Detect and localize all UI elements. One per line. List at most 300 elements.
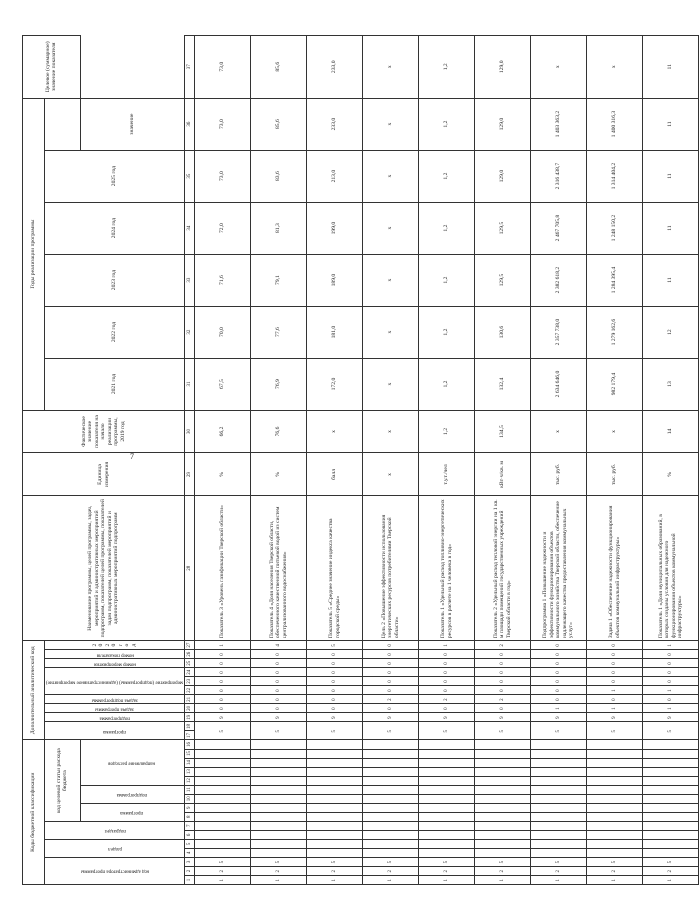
additional-code-cell: 0: [531, 641, 587, 650]
additional-code-cell: 9: [251, 713, 307, 722]
budget-code-cell: [195, 758, 251, 767]
budget-code-cell: [363, 758, 419, 767]
admin-code-cell: 2: [307, 866, 363, 875]
year-value-cell: 1 284 395,4: [587, 254, 643, 306]
additional-code-cell: 0: [475, 686, 531, 695]
column-number-cell: 17: [185, 731, 195, 740]
year-value-cell: 2 316 438,7: [531, 150, 587, 202]
budget-code-cell: [643, 767, 699, 776]
target-value-cell: 233,0: [307, 36, 363, 99]
additional-code-cell: 0: [643, 695, 699, 704]
add-measure-header: мероприятие (подпрограммы) (административное мероприятие): [45, 668, 185, 695]
column-number-cell: 9: [185, 803, 195, 812]
budget-code-cell: [307, 848, 363, 857]
additional-code-cell: 0: [475, 677, 531, 686]
admin-code-cell: 2: [475, 866, 531, 875]
budget-class-header: Коды бюджетной классификации: [23, 740, 45, 885]
column-number-cell: 28: [185, 496, 195, 641]
additional-code-cell: 0: [475, 704, 531, 713]
target-value-header: значение: [80, 98, 184, 150]
budget-code-cell: [419, 794, 475, 803]
add-task-sub-header: задача подпрограммы: [45, 695, 185, 704]
additional-code-cell: 9: [307, 713, 363, 722]
budget-code-cell: [587, 848, 643, 857]
budget-code-cell: [643, 812, 699, 821]
budget-code-cell: [363, 803, 419, 812]
base-value-cell: х: [587, 410, 643, 453]
budget-code-cell: [587, 794, 643, 803]
admin-code-cell: 2: [419, 866, 475, 875]
budget-code-cell: [307, 758, 363, 767]
year-value-cell: 129,5: [475, 254, 531, 306]
column-number-cell: 36: [185, 98, 195, 150]
budget-code-cell: [363, 821, 419, 830]
unit-cell: %: [195, 453, 251, 496]
target-value-cell: х: [531, 36, 587, 99]
column-number-cell: 15: [185, 749, 195, 758]
year-value-cell: 2 382 618,2: [531, 254, 587, 306]
budget-code-cell: [531, 776, 587, 785]
additional-code-cell: 0: [531, 695, 587, 704]
admin-code-cell: 5: [363, 857, 419, 866]
additional-code-cell: 0: [475, 659, 531, 668]
admin-code-cell: 5: [587, 857, 643, 866]
budget-code-cell: [307, 830, 363, 839]
budget-code-cell: [419, 839, 475, 848]
year-2023-header: 2023 год: [45, 254, 185, 306]
additional-code-cell: 0: [531, 668, 587, 677]
budget-code-cell: [531, 821, 587, 830]
base-value-cell: х: [363, 410, 419, 453]
additional-code-cell: 5: [419, 722, 475, 740]
budget-code-cell: [363, 749, 419, 758]
year-value-cell: 130,6: [475, 306, 531, 358]
item-name-cell: Показатель 3 «Уровень газификации Тверской области»: [195, 496, 251, 641]
column-number-cell: 19: [185, 713, 195, 722]
budget-code-cell: [363, 740, 419, 749]
additional-code-cell: 0: [475, 650, 531, 659]
budget-code-cell: [643, 848, 699, 857]
column-number-cell: 2: [185, 866, 195, 875]
admin-code-cell: 1: [363, 875, 419, 884]
admin-code-cell: 2: [363, 866, 419, 875]
additional-code-cell: 0: [531, 659, 587, 668]
column-number-cell: 25: [185, 659, 195, 668]
additional-code-cell: 0: [251, 686, 307, 695]
column-number-cell: 31: [185, 358, 195, 410]
budget-code-cell: [643, 758, 699, 767]
additional-code-cell: 0: [195, 686, 251, 695]
year-2025-header: 2025 год: [45, 150, 185, 202]
additional-code-cell: 0: [307, 650, 363, 659]
budget-code-cell: [587, 785, 643, 794]
add-indicator-header: номер показателя: [45, 650, 185, 659]
budget-code-cell: [251, 821, 307, 830]
column-number-cell: 16: [185, 740, 195, 749]
budget-code-cell: [475, 848, 531, 857]
budget-code-cell: [587, 776, 643, 785]
admin-code-cell: 5: [531, 857, 587, 866]
additional-code-cell: 0: [307, 677, 363, 686]
year-value-cell: 85,6: [251, 98, 307, 150]
year-value-cell: 199,0: [307, 202, 363, 254]
budget-code-cell: [307, 767, 363, 776]
budget-code-cell: [643, 839, 699, 848]
column-number-cell: 4: [185, 848, 195, 857]
year-value-cell: 67,5: [195, 358, 251, 410]
additional-code-cell: 1: [419, 641, 475, 650]
budget-code-cell: [475, 839, 531, 848]
year-value-cell: 129,5: [475, 202, 531, 254]
budget-code-cell: [643, 749, 699, 758]
additional-code-cell: 1: [531, 704, 587, 713]
unit-cell: %: [251, 453, 307, 496]
additional-code-cell: 0: [195, 668, 251, 677]
column-number-cell: 23: [185, 677, 195, 686]
additional-code-cell: 9: [643, 713, 699, 722]
year-value-cell: 181,0: [307, 306, 363, 358]
additional-code-cell: 0: [643, 650, 699, 659]
budget-code-cell: [307, 794, 363, 803]
year-value-cell: х: [363, 254, 419, 306]
base-value-cell: 134,5: [475, 410, 531, 453]
additional-code-cell: 1: [643, 704, 699, 713]
year-value-cell: 1,2: [419, 150, 475, 202]
year-value-cell: 2 357 738,0: [531, 306, 587, 358]
budget-code-cell: [419, 740, 475, 749]
target-value-cell: х: [587, 36, 643, 99]
budget-code-cell: [307, 740, 363, 749]
budget-code-cell: [419, 785, 475, 794]
year-value-cell: 1,2: [419, 306, 475, 358]
target-value-cell: 11: [643, 36, 699, 99]
budget-code-cell: [475, 794, 531, 803]
column-number-cell: 21: [185, 695, 195, 704]
budget-code-cell: [251, 758, 307, 767]
column-number-cell: 33: [185, 254, 195, 306]
year-value-cell: 11: [643, 150, 699, 202]
budget-code-cell: [195, 776, 251, 785]
year-value-cell: 189,0: [307, 254, 363, 306]
target-value-cell: 85,6: [251, 36, 307, 99]
additional-code-cell: 0: [363, 668, 419, 677]
budget-code-cell: [587, 830, 643, 839]
column-number-cell: 30: [185, 410, 195, 453]
year-value-cell: 72,0: [195, 202, 251, 254]
year-2021-header: 2021 год: [45, 358, 185, 410]
additional-code-cell: 9: [419, 713, 475, 722]
year-value-cell: 83,6: [251, 150, 307, 202]
additional-code-cell: 4: [251, 641, 307, 650]
admin-code-cell: 2: [251, 866, 307, 875]
budget-code-cell: [251, 839, 307, 848]
additional-code-cell: 0: [251, 668, 307, 677]
column-number-cell: 10: [185, 794, 195, 803]
column-number-cell: 37: [185, 36, 195, 99]
column-number-cell: 12: [185, 776, 195, 785]
additional-code-cell: 9: [475, 713, 531, 722]
additional-code-cell: 0: [251, 695, 307, 704]
additional-code-cell: 0: [363, 650, 419, 659]
target-value-cell: х: [363, 36, 419, 99]
table-row: [363, 36, 419, 885]
admin-code-header: код администратора программы: [45, 857, 185, 884]
item-name-cell: Показатель 4 «Доля населения Тверской области, обеспеченного качественной питьевой водой из систем централизованного водоснабжения»: [251, 496, 307, 641]
additional-code-cell: 9: [363, 713, 419, 722]
additional-code-cell: 5: [251, 722, 307, 740]
additional-code-cell: 0: [251, 650, 307, 659]
additional-code-cell: 5: [307, 722, 363, 740]
budget-code-cell: [531, 767, 587, 776]
program-table-wrapper: [22, 35, 683, 885]
admin-code-cell: 1: [643, 875, 699, 884]
column-number-cell: 32: [185, 306, 195, 358]
item-name-cell: Задача 1 «Обеспечение надежности функционирования объектов коммунальной инфраструктуры»: [587, 496, 643, 641]
base-value-cell: 1,2: [419, 410, 475, 453]
budget-code-cell: [419, 803, 475, 812]
year-value-cell: х: [363, 98, 419, 150]
budget-code-cell: [587, 740, 643, 749]
additional-code-cell: 0: [363, 659, 419, 668]
item-name-cell: Подпрограмма 1 «Повышение надежности и эффективности функционирования объектов коммунального хозяйства Тверской области, обеспечение надлежащего качества предоставления коммунальных услуг»: [531, 496, 587, 641]
admin-code-cell: 1: [531, 875, 587, 884]
budget-code-cell: [195, 767, 251, 776]
add-task-header: задача программы: [45, 704, 185, 713]
year-value-cell: 2 467 705,8: [531, 202, 587, 254]
year-value-cell: 1 279 162,6: [587, 306, 643, 358]
budget-code-cell: [307, 803, 363, 812]
additional-code-cell: 0: [643, 668, 699, 677]
year-value-cell: 1 403 363,2: [531, 98, 587, 150]
additional-code-cell: 1: [587, 704, 643, 713]
budget-code-cell: [363, 785, 419, 794]
item-name-cell: Цель 2 «Повышение эффективности использования энергетических ресурсов потребителями Тверской области»: [363, 496, 419, 641]
budget-code-cell: [363, 812, 419, 821]
add-program-header: программа: [45, 722, 185, 740]
admin-code-cell: 5: [419, 857, 475, 866]
base-value-cell: 66,2: [195, 410, 251, 453]
year-value-cell: 982 179,4: [587, 358, 643, 410]
additional-code-cell: 1: [587, 686, 643, 695]
column-number-cell: 35: [185, 150, 195, 202]
column-number-cell: 20: [185, 704, 195, 713]
additional-code-cell: 0: [475, 668, 531, 677]
page-number: 7: [130, 452, 134, 461]
year-value-cell: 172,0: [307, 358, 363, 410]
year-value-cell: 1,2: [419, 202, 475, 254]
year-value-cell: 132,4: [475, 358, 531, 410]
additional-code-cell: 0: [195, 695, 251, 704]
budget-code-cell: [307, 785, 363, 794]
additional-code-cell: 0: [419, 659, 475, 668]
budget-code-cell: [195, 830, 251, 839]
admin-code-cell: 2: [195, 866, 251, 875]
year-value-cell: х: [363, 358, 419, 410]
base-value-cell: х: [531, 410, 587, 453]
budget-code-cell: [643, 821, 699, 830]
budget-code-cell: [195, 839, 251, 848]
additional-code-cell: 0: [251, 659, 307, 668]
target-article-header: код целевой статьи расхода бюджета: [45, 740, 81, 821]
additional-code-cell: 5: [587, 722, 643, 740]
budget-code-cell: [363, 848, 419, 857]
budget-code-cell: [307, 821, 363, 830]
additional-code-cell: 0: [363, 677, 419, 686]
additional-code-header: Дополнительный аналитический код: [23, 641, 45, 740]
additional-code-cell: 0: [195, 704, 251, 713]
budget-code-cell: [251, 767, 307, 776]
column-number-cell: 34: [185, 202, 195, 254]
additional-code-cell: 0: [531, 686, 587, 695]
year-2020-header: 2020 год: [45, 641, 185, 650]
budget-code-cell: [419, 758, 475, 767]
column-number-cell: 5: [185, 839, 195, 848]
item-name-cell: Показатель 5 «Среднее значение индекса качества городской среды»: [307, 496, 363, 641]
additional-code-cell: 0: [419, 650, 475, 659]
year-value-cell: 11: [643, 254, 699, 306]
budget-code-cell: [643, 740, 699, 749]
year-value-cell: 11: [643, 98, 699, 150]
budget-code-cell: [531, 740, 587, 749]
budget-code-cell: [195, 812, 251, 821]
unit-cell: х: [363, 453, 419, 496]
unit-cell: т.у.т./чел: [419, 453, 475, 496]
additional-code-cell: 0: [587, 641, 643, 650]
budget-code-cell: [363, 830, 419, 839]
additional-code-cell: 1: [643, 641, 699, 650]
year-value-cell: 1 248 150,2: [587, 202, 643, 254]
table-row: [531, 36, 587, 885]
additional-code-cell: 2: [475, 641, 531, 650]
base-value-cell: 76,6: [251, 410, 307, 453]
budget-code-cell: [475, 749, 531, 758]
additional-code-cell: 9: [195, 713, 251, 722]
budget-code-cell: [251, 776, 307, 785]
add-subprogram-header: подпрограмма: [45, 713, 185, 722]
year-value-cell: 73,0: [195, 98, 251, 150]
budget-code-cell: [251, 749, 307, 758]
year-2024-header: 2024 год: [45, 202, 185, 254]
budget-code-cell: [475, 803, 531, 812]
budget-code-cell: [475, 758, 531, 767]
year-value-cell: 12: [643, 306, 699, 358]
column-number-cell: 13: [185, 767, 195, 776]
additional-code-cell: 0: [251, 677, 307, 686]
budget-code-cell: [307, 776, 363, 785]
admin-code-cell: 1: [195, 875, 251, 884]
year-value-cell: 13: [643, 358, 699, 410]
column-number-cell: 11: [185, 785, 195, 794]
year-2022-header: 2022 год: [45, 306, 185, 358]
subprogram-header: подпрограмма: [80, 785, 184, 803]
budget-code-cell: [419, 830, 475, 839]
budget-code-cell: [363, 794, 419, 803]
budget-code-cell: [643, 785, 699, 794]
additional-code-cell: 0: [363, 704, 419, 713]
program-header: программа: [80, 803, 184, 821]
budget-code-cell: [531, 803, 587, 812]
additional-code-cell: 5: [363, 722, 419, 740]
admin-code-cell: 2: [587, 866, 643, 875]
budget-code-cell: [587, 839, 643, 848]
year-value-cell: х: [363, 306, 419, 358]
year-value-cell: х: [363, 150, 419, 202]
admin-code-cell: 5: [643, 857, 699, 866]
budget-code-cell: [363, 839, 419, 848]
column-number-cell: 1: [185, 875, 195, 884]
budget-code-cell: [251, 830, 307, 839]
column-number-cell: 3: [185, 857, 195, 866]
column-number-cell: 18: [185, 722, 195, 731]
unit-cell: %: [643, 453, 699, 496]
budget-code-cell: [475, 830, 531, 839]
admin-code-cell: 2: [531, 866, 587, 875]
additional-code-cell: 2: [475, 695, 531, 704]
table-row: [307, 36, 363, 885]
admin-code-cell: 1: [475, 875, 531, 884]
unit-cell: балл: [307, 453, 363, 496]
year-value-cell: 79,1: [251, 254, 307, 306]
column-number-cell: 29: [185, 453, 195, 496]
year-value-cell: х: [363, 202, 419, 254]
budget-code-cell: [363, 767, 419, 776]
column-number-cell: 27: [185, 641, 195, 650]
budget-code-cell: [195, 821, 251, 830]
column-number-cell: 6: [185, 830, 195, 839]
base-value-cell: 14: [643, 410, 699, 453]
budget-code-cell: [419, 848, 475, 857]
additional-code-cell: 9: [587, 713, 643, 722]
budget-code-cell: [195, 794, 251, 803]
column-number-cell: 22: [185, 686, 195, 695]
table-row: [251, 36, 307, 885]
column-number-cell: 24: [185, 668, 195, 677]
years-header: Годы реализации программы: [23, 98, 45, 410]
additional-code-cell: 0: [531, 677, 587, 686]
budget-code-cell: [251, 794, 307, 803]
budget-code-cell: [531, 830, 587, 839]
additional-code-cell: 9: [531, 713, 587, 722]
additional-code-cell: 1: [195, 641, 251, 650]
year-value-cell: 71,6: [195, 254, 251, 306]
column-number-cell: 14: [185, 758, 195, 767]
admin-code-cell: 5: [475, 857, 531, 866]
budget-code-cell: [251, 785, 307, 794]
section-header: раздел: [45, 839, 185, 857]
column-number-cell: 26: [185, 650, 195, 659]
budget-code-cell: [307, 839, 363, 848]
additional-code-cell: 0: [195, 650, 251, 659]
budget-code-cell: [307, 749, 363, 758]
budget-code-cell: [531, 839, 587, 848]
admin-code-cell: 5: [195, 857, 251, 866]
unit-cell: тыс. руб.: [531, 453, 587, 496]
budget-code-cell: [643, 830, 699, 839]
additional-code-cell: 5: [643, 722, 699, 740]
additional-code-cell: 0: [363, 641, 419, 650]
year-value-cell: 233,0: [307, 98, 363, 150]
admin-code-cell: 5: [251, 857, 307, 866]
additional-code-cell: 0: [195, 659, 251, 668]
budget-code-cell: [531, 785, 587, 794]
budget-code-cell: [363, 776, 419, 785]
budget-code-cell: [587, 803, 643, 812]
table-row: [475, 36, 531, 885]
column-number-cell: 7: [185, 821, 195, 830]
year-value-cell: 213,0: [307, 150, 363, 202]
additional-code-cell: 0: [419, 668, 475, 677]
budget-code-cell: [195, 749, 251, 758]
